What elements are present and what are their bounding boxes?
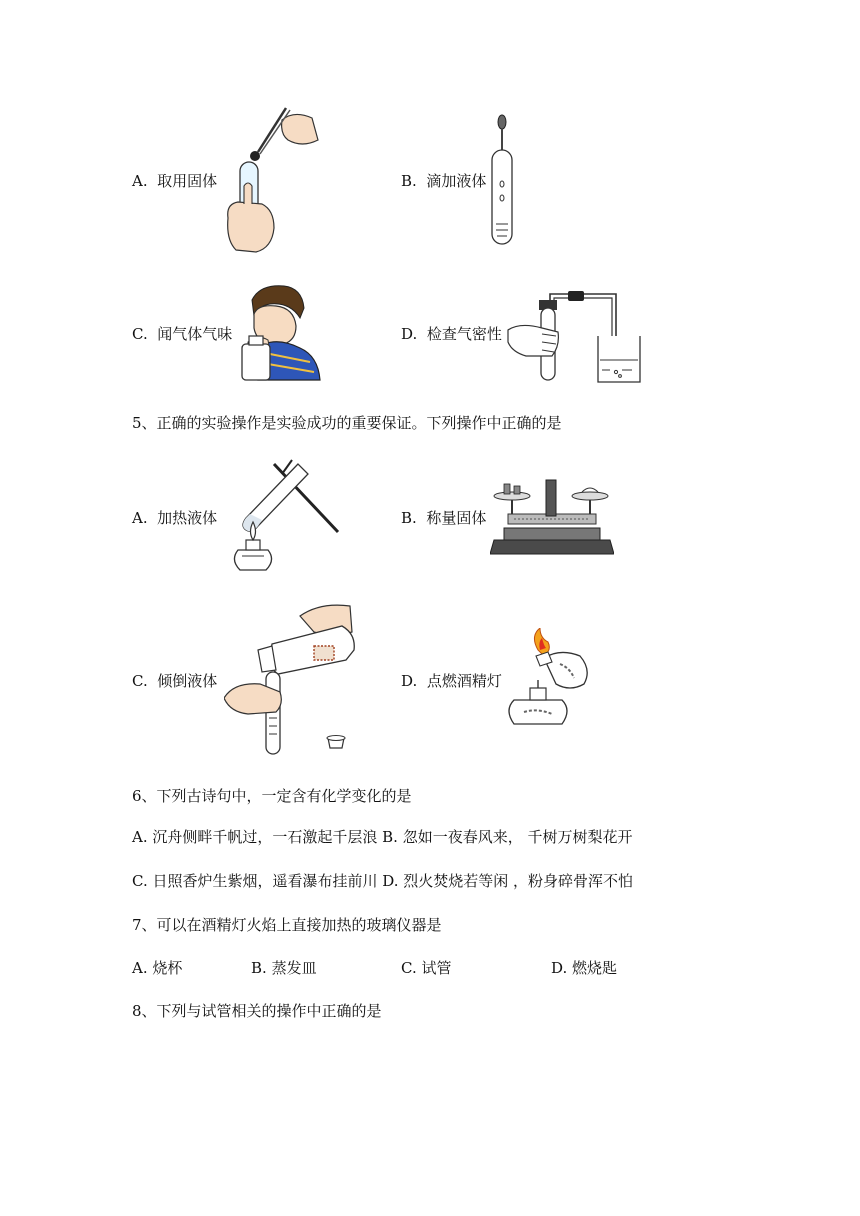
question-6-stem: 6、下列古诗句中，一定含有化学变化的是 — [132, 787, 412, 805]
q4-option-c: C. 闻气体气味 — [132, 325, 233, 343]
q7-option-d: D. 燃烧匙 — [551, 959, 618, 977]
question-6-options-line-2: C. 日照香炉生紫烟，遥看瀑布挂前川 D. 烈火焚烧若等闲 ，粉身碎骨浑不怕 — [132, 872, 634, 890]
tweezers-test-tube-icon — [222, 100, 322, 255]
q4-option-d: D. 检查气密性 — [401, 325, 502, 343]
q5-option-d: D. 点燃酒精灯 — [401, 672, 502, 690]
q4-option-a: A. 取用固体 — [132, 172, 218, 190]
question-6-options-line-1: A. 沉舟侧畔千帆过，一石激起千层浪 B. 忽如一夜春风来， 千树万树梨花开 — [132, 828, 633, 846]
q5-option-c: C. 倾倒液体 — [132, 672, 218, 690]
heating-liquid-icon — [226, 456, 344, 578]
question-7-stem: 7、可以在酒精灯火焰上直接加热的玻璃仪器是 — [132, 916, 442, 934]
q7-option-c: C. 试管 — [401, 959, 452, 977]
q7-option-b: B. 蒸发皿 — [251, 959, 317, 977]
q4-option-b: B. 滴加液体 — [401, 172, 487, 190]
dropper-test-tube-icon — [488, 110, 518, 250]
question-5-stem: 5、正确的实验操作是实验成功的重要保证。下列操作中正确的是 — [132, 414, 562, 432]
airtightness-check-icon — [506, 284, 646, 386]
q7-option-a: A. 烧杯 — [132, 959, 183, 977]
question-8-stem: 8、下列与试管相关的操作中正确的是 — [132, 1002, 382, 1020]
pouring-liquid-icon — [224, 598, 360, 760]
balance-scale-icon — [490, 474, 614, 558]
smelling-gas-icon — [240, 282, 324, 382]
lighting-alcohol-lamp-icon — [500, 628, 592, 728]
q5-option-b: B. 称量固体 — [401, 509, 487, 527]
q5-option-a: A. 加热液体 — [132, 509, 218, 527]
